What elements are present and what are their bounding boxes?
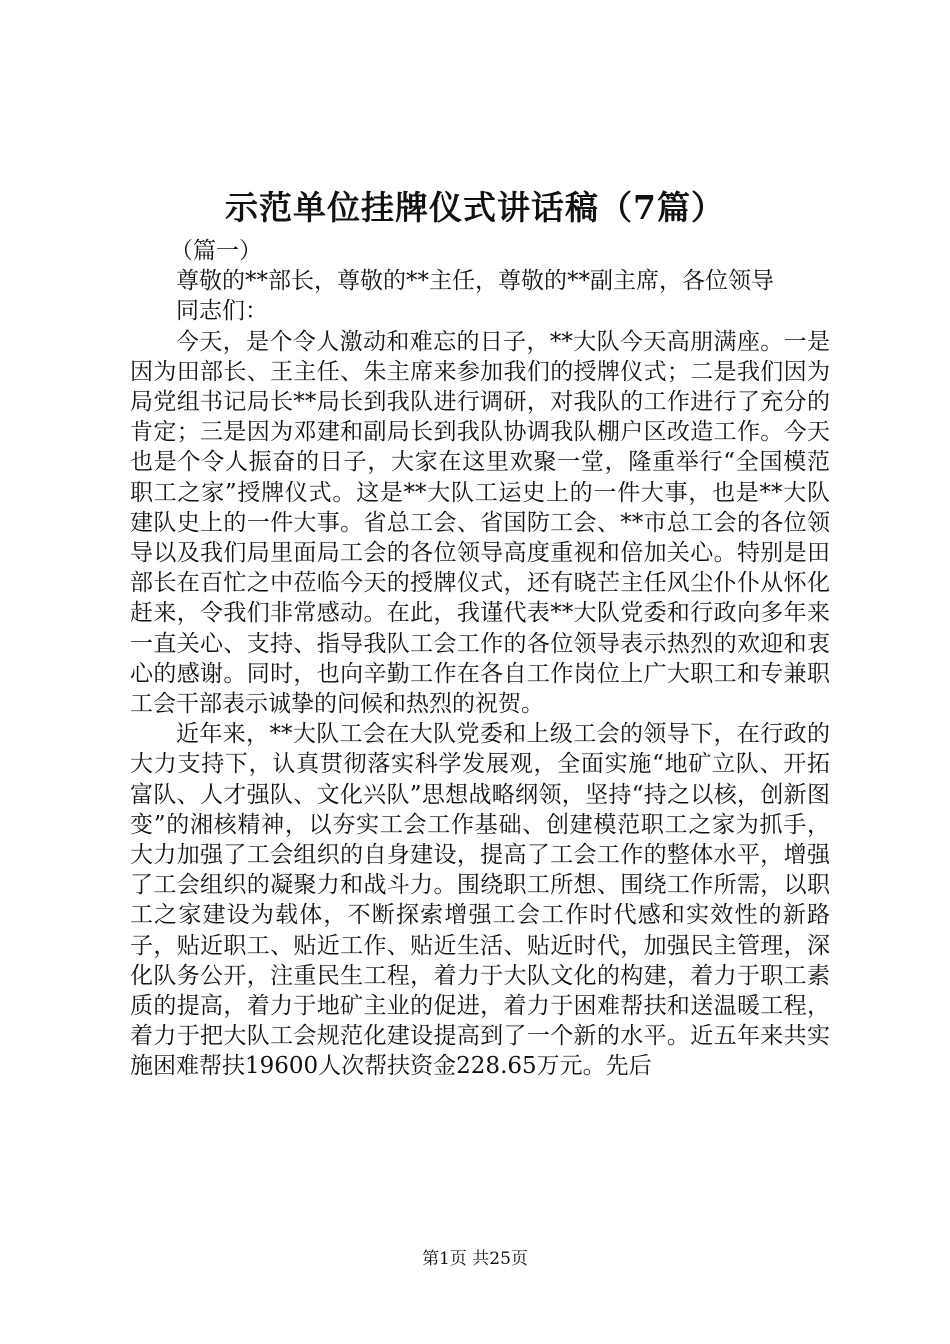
page-number-footer: 第1页 共25页 <box>422 1249 528 1269</box>
salutation-paragraph: 尊敬的**部长，尊敬的**主任，尊敬的**副主席，各位领导 <box>176 268 774 295</box>
body-paragraph-2: 近年来，**大队工会在大队党委和上级工会的领导下，在行政的大力支持下，认真贯彻落实科学发展观，全面实施“地矿立队、开拓富队、人才强队、文化兴队”思想战略纲领，坚持“持之以核，创新图变”的湘核精神，以夯实工会工作基础、创建模范职工之家为抓手，大力加强了工会组织的自身建设，提高了工会工作的整体水平，增强了工会组织的凝聚力和战斗力。围绕职工所想、围绕工作所需，以职工之家建设为载体，不断探索增强工会工作时代感和实效性的新路子，贴近职工、贴近工作、贴近生活、贴近时代，加强民主管理，深化队务公开，注重民生工程，着力于大队文化的构建，着力于职工素质的提高，着力于地矿主业的促进，着力于困难帮扶和送温暖工程，着力于把大队工会规范化建设提高到了一个新的水平。近五年来共实施困难帮扶19600人次帮扶资金228.65万元。先后 <box>130 721 830 1080</box>
section-label: （篇一） <box>170 238 262 264</box>
body-paragraph-1: 今天，是个令人激动和难忘的日子，**大队今天高朋满座。一是因为田部长、王主任、朱主席来参加我们的授牌仪式；二是我们因为局党组书记局长**局长到我队进行调研，对我队的工作进行了充分的肯定；三是因为邓建和副局长到我队协调我队棚户区改造工作。今天也是个令人振奋的日子，大家在这里欢聚一堂，隆重举行“全国模范职工之家”授牌仪式。这是**大队工运史上的一件大事，也是**大队建队史上的一件大事。省总工会、省国防工会、**市总工会的各位领导以及我们局里面局工会的各位领导高度重视和倍加关心。特别是田部长在百忙之中莅临今天的授牌仪式，还有晓芒主任风尘仆仆从怀化赶来，令我们非常感动。在此，我谨代表**大队党委和行政向多年来一直关心、支持、指导我队工会工作的各位领导表示热烈的欢迎和衷心的感谢。同时，也向辛勤工作在各自工作岗位上广大职工和专兼职工会干部表示诚挚的问候和热烈的祝贺。 <box>130 328 830 718</box>
document-title: 示范单位挂牌仪式讲话稿（7篇） <box>225 188 725 227</box>
greeting-paragraph: 同志们： <box>176 298 268 325</box>
document-body <box>130 236 830 1082</box>
